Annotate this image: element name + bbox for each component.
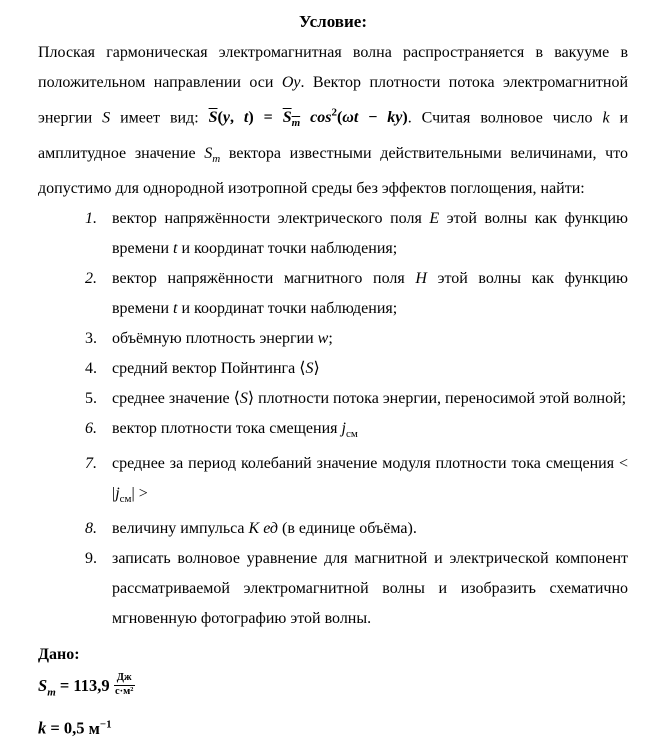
sm-unit-fraction <box>114 672 135 698</box>
item-text: объёмную плотность энергии w; <box>112 329 333 347</box>
item-number: 3. <box>85 329 97 347</box>
k-unit-exponent: −1 <box>99 718 112 731</box>
item-number: 8. <box>85 520 97 538</box>
sm-value: 113,9 <box>73 676 110 696</box>
item-number: 4. <box>85 359 97 377</box>
given-entry-k <box>38 708 628 745</box>
given-label: Дано: <box>38 646 80 664</box>
sm-unit-denominator: с·м² <box>114 685 134 697</box>
item-text: вектор плотности тока смещения $j_{см}$ <box>112 419 358 440</box>
item-number: 9. <box>85 550 97 568</box>
sm-symbol: $S_m$ <box>38 676 56 699</box>
k-value: 0,5 <box>63 718 85 738</box>
list-item <box>85 354 628 384</box>
list-item <box>85 414 628 449</box>
list-item <box>85 264 628 324</box>
item-number: 6. <box>85 419 97 437</box>
item-number: 7. <box>85 454 97 472</box>
item-number: 1. <box>85 209 97 227</box>
list-item <box>85 514 628 544</box>
k-unit <box>89 719 112 738</box>
sm-unit-numerator: Дж <box>114 672 135 686</box>
k-unit-base: м <box>88 718 100 738</box>
item-number: 2. <box>85 269 97 287</box>
item-text: величину импульса K ед (в единице объёма). <box>112 520 417 538</box>
item-text: среднее за период колебаний значение модуля плотности тока смещения < $|j_{см}|$ > <box>112 454 628 506</box>
item-text: вектор напряжённости магнитного поля H этой волны как функцию времени t и координат точки наблюдения; <box>112 269 628 317</box>
page-title: Условие: <box>299 12 367 31</box>
given-section <box>38 640 628 745</box>
item-text: записать волновое уравнение для магнитной и электрической компонент рассматриваемой электромагнитной волны и изобразить схематично мгновенную фотографию этой волны. <box>112 550 628 628</box>
intro-paragraph: Плоская гармоническая электромагнитная волна распространяется в вакууме в положительном направлении оси Oy. Вектор плотности потока электромагнитной энергии S имеет вид: $\overline{S}(y$, $t) = S_m$ $\cos^2(\omega t - ky)$. Считая волновое число k и амплитудное значение $S_m$ вектора известными действительными величинами, что допустимо для однородной изотропной среды без эффектов поглощения, найти: <box>38 44 629 197</box>
task-list <box>85 204 628 634</box>
item-text: вектор напряжённости электрического поля E этой волны как функцию времени t и координат точки наблюдения; <box>112 209 628 257</box>
item-text: среднее значение ⟨S⟩ плотности потока энергии, переносимой этой волной; <box>112 389 627 407</box>
item-text: средний вектор Пойнтинга ⟨S⟩ <box>112 359 320 377</box>
list-item <box>85 384 628 414</box>
list-item <box>85 449 628 514</box>
item-number: 5. <box>85 389 97 407</box>
list-item <box>85 324 628 354</box>
equals-sign: = <box>59 676 70 696</box>
list-item <box>85 204 628 264</box>
list-item <box>85 544 628 634</box>
given-entry-sm <box>38 670 628 708</box>
equals-sign: = <box>50 718 60 738</box>
k-symbol: k <box>38 718 47 738</box>
